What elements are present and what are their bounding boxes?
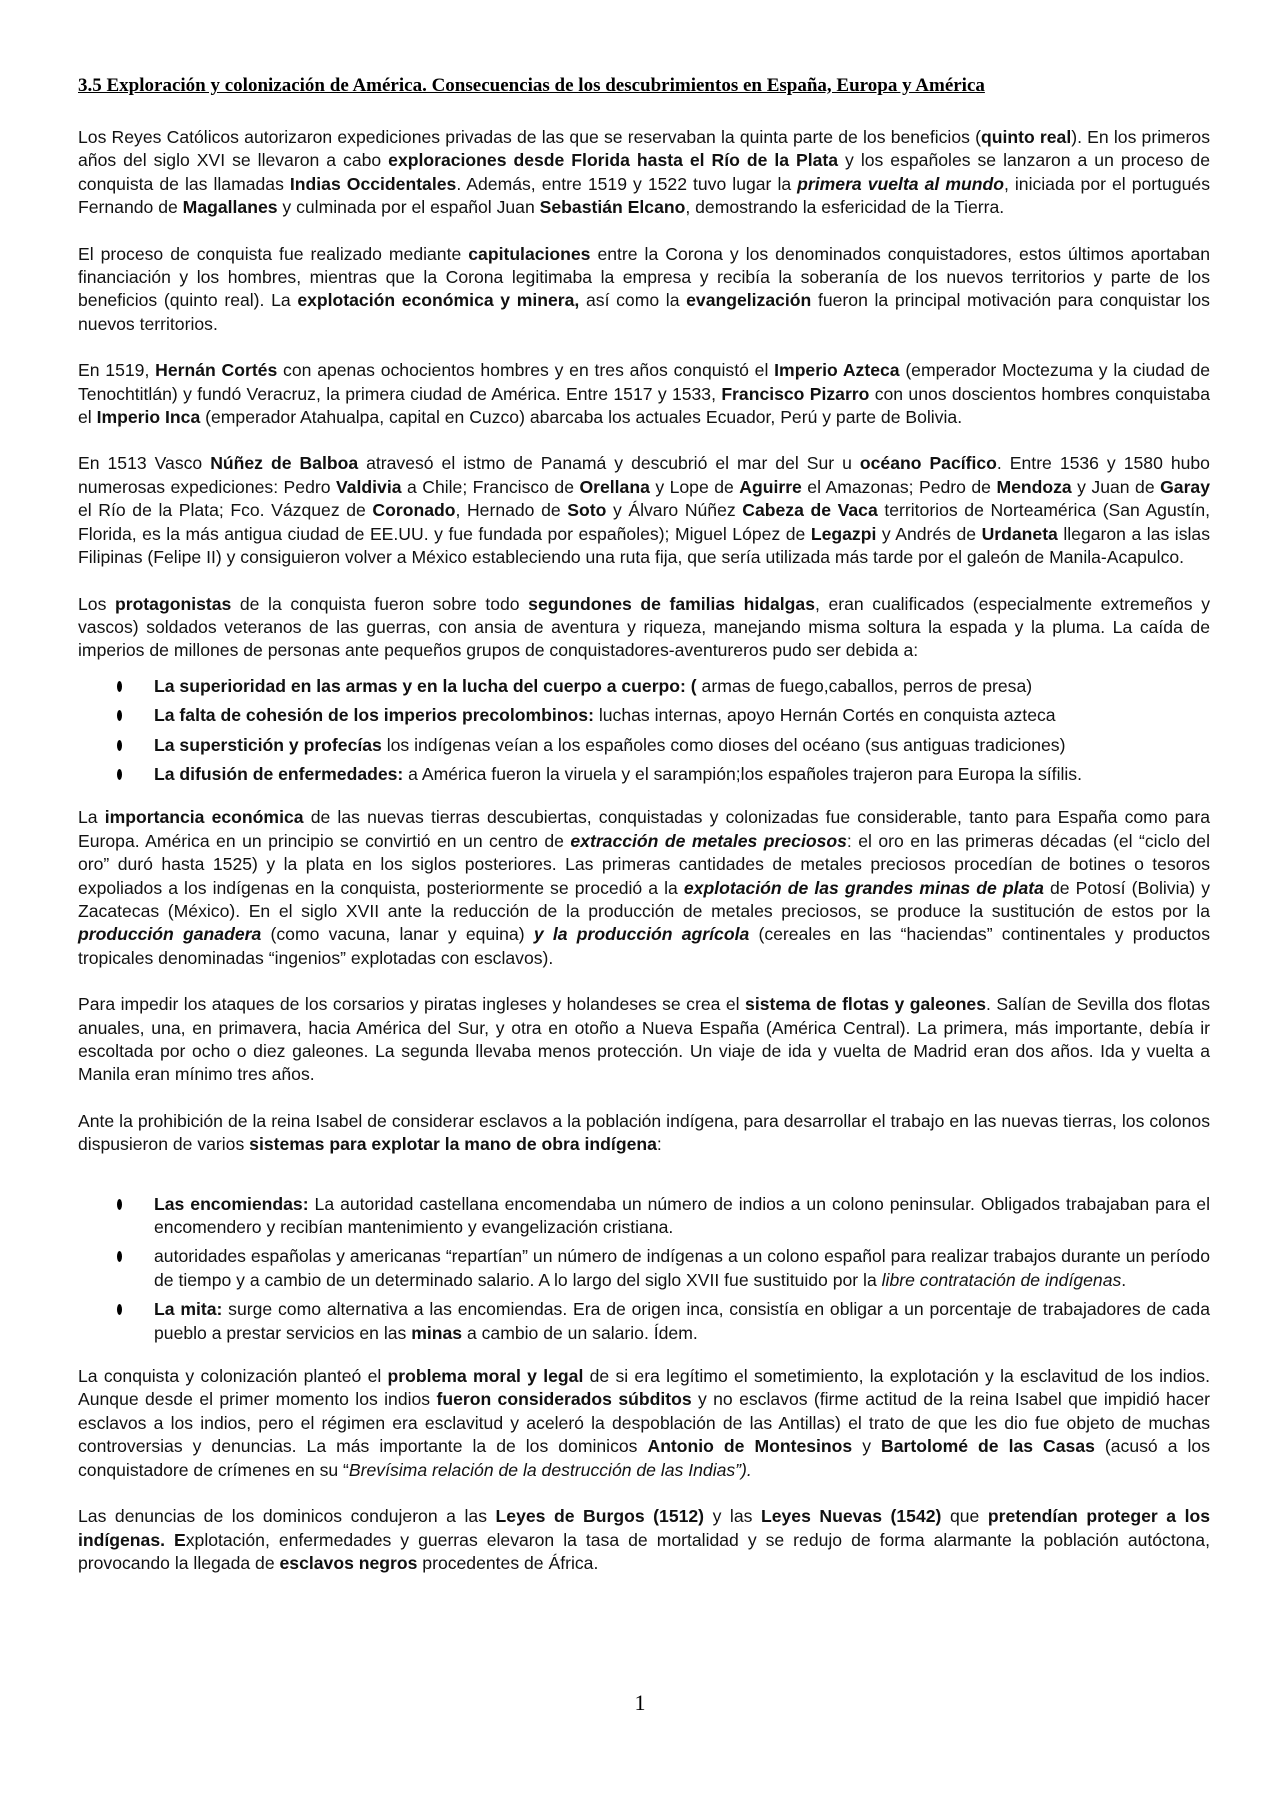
paragraph-leyes: Las denuncias de los dominicos condujeron a las Leyes de Burgos (1512) y las Leyes Nuevas (1542) que pretendían proteger a los indígenas. Explotación, enfermedades y guerras elevaron la tasa de mortalidad y se redujo de forma alarmante la población autóctona, provocando la llegada de esclavos negros procedentes de África. xyxy=(78,1506,1210,1573)
paragraph-importancia-economica: La importancia económica de las nuevas tierras descubiertas, conquistadas y colonizadas fue considerable, tanto para España como para Europa. América en un principio se convirtió en un centro de extracción de metales preciosos: el oro en las primeras décadas (el “ciclo del oro” duró hasta 1525) y la plata en los siglos posteriores. Las primeras cantidades de metales preciosos procedían de botines o tesoros expoliados a los indígenas en la conquista, posteriormente se procedió a la explotación de las grandes minas de plata de Potosí (Bolivia) y Zacatecas (México). En el siglo XVII ante la reducción de la producción de metales preciosos, se produce la sustitución de estos por la producción ganadera (como vacuna, lanar y equina) y la producción agrícola (cereales en las “haciendas” continentales y productos tropicales denominadas “ingenios” explotadas con esclavos). xyxy=(78,807,1211,968)
list-item: La difusión de enfermedades: a América fueron la viruela y el sarampión;los españoles trajeron para Europa la sífilis. xyxy=(78,763,1210,786)
paragraph-problema-moral: La conquista y colonización planteó el problema moral y legal de si era legítimo el sometimiento, la explotación y la esclavitud de los indios. Aunque desde el primer momento los indios fueron considerados súbditos y no esclavos (firme actitud de la reina Isabel que impidió hacer esclavos a los indios, pero el régimen era esclavitud y aceleró la despoblación de las Antillas) el trato de que les dio fue objeto de muchas controversias y denuncias. La más importante la de los dominicos Antonio de Montesinos y Bartolomé de las Casas (acusó a los conquistadore de crímenes en su “Brevísima relación de la destrucción de las Indias”). xyxy=(78,1366,1210,1480)
list-item: La falta de cohesión de los imperios precolombinos: luchas internas, apoyo Hernán Cortés en conquista azteca xyxy=(78,704,1210,727)
causes-list xyxy=(78,675,1210,787)
bullet-icon xyxy=(117,1199,122,1210)
page-number: 1 xyxy=(634,1690,646,1715)
paragraph-reyes-catolicos: Los Reyes Católicos autorizaron expediciones privadas de las que se reservaban la quinta parte de los beneficios (quinto real). En los primeros años del siglo XVI se llevaron a cabo exploraciones desde Florida hasta el Río de la Plata y los españoles se lanzaron a un proceso de conquista de las llamadas Indias Occidentales. Además, entre 1519 y 1522 tuvo lugar la primera vuelta al mundo, iniciada por el portugués Fernando de Magallanes y culminada por el español Juan Sebastián Elcano, demostrando la esfericidad de la Tierra. xyxy=(78,127,1210,218)
bullet-icon xyxy=(117,710,122,721)
list-item: La mita: surge como alternativa a las encomiendas. Era de origen inca, consistía en obligar a un porcentaje de trabajadores de cada pueblo a prestar servicios en las minas a cambio de un salario. Ídem. xyxy=(78,1298,1210,1345)
paragraph-protagonistas: Los protagonistas de la conquista fueron sobre todo segundones de familias hidalgas, eran cualificados (especialmente extremeños y vascos) soldados veteranos de las guerras, con ansia de aventura y riqueza, manejando misma soltura la espada y la pluma. La caída de imperios de millones de personas ante pequeños grupos de conquistadores-aventureros pudo ser debida a: xyxy=(78,593,1210,661)
paragraph-expediciones: En 1513 Vasco Núñez de Balboa atravesó el istmo de Panamá y descubrió el mar del Sur u océano Pacífico. Entre 1536 y 1580 hubo numerosas expediciones: Pedro Valdivia a Chile; Francisco de Orellana y Lope de Aguirre el Amazonas; Pedro de Mendoza y Juan de Garay el Río de la Plata; Fco. Vázquez de Coronado, Hernado de Soto y Álvaro Núñez Cabeza de Vaca territorios de Norteamérica (San Agustín, Florida, es la más antigua ciudad de EE.UU. y fue fundada por españoles); Miguel López de Legazpi y Andrés de Urdaneta llegaron a las islas Filipinas (Felipe II) y consiguieron volver a México estableciendo una ruta fija, que sería utilizada más tarde por el galeón de Manila-Acapulco. xyxy=(78,453,1210,568)
paragraph-cortes-pizarro: En 1519, Hernán Cortés con apenas ochocientos hombres y en tres años conquistó el Imperio Azteca (emperador Moctezuma y la ciudad de Tenochtitlán) y fundó Veracruz, la primera ciudad de América. Entre 1517 y 1533, Francisco Pizarro con unos doscientos hombres conquistaba el Imperio Inca (emperador Atahualpa, capital en Cuzco) abarcaba los actuales Ecuador, Perú y parte de Bolivia. xyxy=(78,360,1211,428)
bullet-icon xyxy=(117,1304,122,1315)
bullet-icon xyxy=(117,740,122,751)
paragraph-mano-de-obra: Ante la prohibición de la reina Isabel de considerar esclavos a la población indígena, para desarrollar el trabajo en las nuevas tierras, los colonos dispusieron de varios sistemas para explotar la mano de obra indígena: xyxy=(78,1110,1210,1155)
section-title: 3.5 Exploración y colonización de América. Consecuencias de los descubrimientos en España, Europa y América xyxy=(78,75,985,96)
labor-systems-list xyxy=(78,1193,1210,1345)
list-item: autoridades españolas y americanas “repartían” un número de indígenas a un colono español para realizar trabajos durante un período de tiempo y a cambio de un determinado salario. A lo largo del siglo XVII fue sustituido por la libre contratación de indígenas. xyxy=(78,1245,1210,1292)
document-page xyxy=(78,74,1210,1598)
bullet-icon xyxy=(117,769,122,780)
paragraph-capitulaciones: El proceso de conquista fue realizado mediante capitulaciones entre la Corona y los denominados conquistadores, estos últimos aportaban financiación y los hombres, mientras que la Corona legitimaba la empresa y recibía la soberanía de los nuevos territorios y parte de los beneficios (quinto real). La explotación económica y minera, así como la evangelización fueron la principal motivación para conquistar los nuevos territorios. xyxy=(78,243,1210,334)
paragraph-flotas-galeones: Para impedir los ataques de los corsarios y piratas ingleses y holandeses se crea el sistema de flotas y galeones. Salían de Sevilla dos flotas anuales, una, en primavera, hacia América del Sur, y otra en otoño a Nueva España (América Central). La primera, más importante, debía ir escoltada por ocho o diez galeones. La segunda llevaba menos protección. Un viaje de ida y vuelta de Madrid eran dos años. Ida y vuelta a Manila eran mínimo tres años. xyxy=(78,994,1211,1085)
list-item: Las encomiendas: La autoridad castellana encomendaba un número de indios a un colono peninsular. Obligados trabajaban para el encomendero y recibían mantenimiento y evangelización cristiana. xyxy=(78,1193,1210,1240)
list-item: La superioridad en las armas y en la lucha del cuerpo a cuerpo: ( armas de fuego,caballos, perros de presa) xyxy=(78,675,1210,698)
bullet-icon xyxy=(117,681,122,692)
bullet-icon xyxy=(117,1251,122,1262)
list-item: La superstición y profecías los indígenas veían a los españoles como dioses del océano (sus antiguas tradiciones) xyxy=(78,734,1210,757)
